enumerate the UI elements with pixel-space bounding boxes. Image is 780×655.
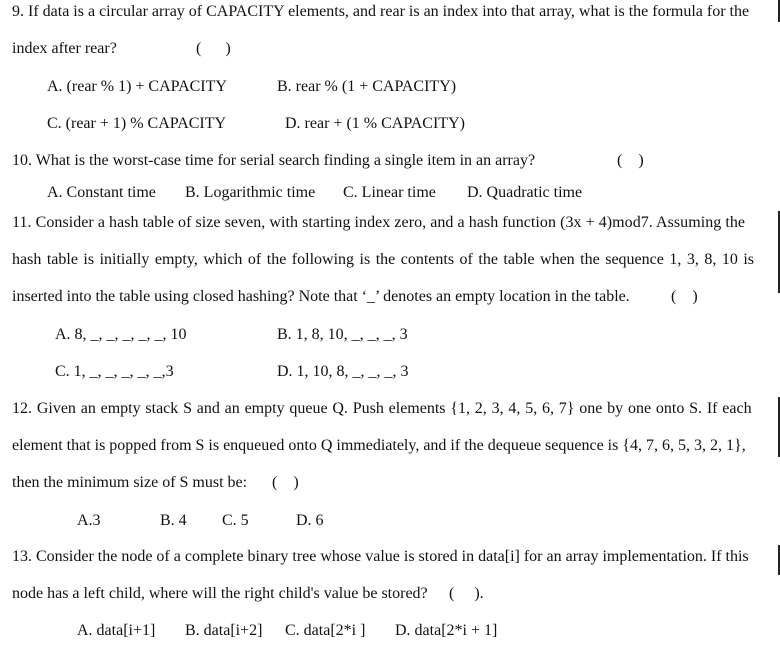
question-10-option-b[interactable]: B. Logarithmic time [185, 184, 316, 201]
question-10-text-1: What is the worst-case time for serial search finding a single item in an array? [35, 152, 536, 169]
question-9-number: 9. [12, 3, 24, 20]
question-11-line-3 [12, 287, 630, 307]
question-11-text-3: inserted into the table using closed hashing? Note that ‘_’ denotes an empty location in the table. [12, 288, 630, 305]
question-12-line-1 [12, 399, 752, 419]
question-13-option-c[interactable]: C. data[2*i ] [285, 622, 366, 639]
question-10-option-a[interactable]: A. Constant time [47, 184, 156, 201]
question-11-option-d[interactable]: D. 1, 10, 8, _, _, _, 3 [277, 363, 409, 380]
question-10-option-d[interactable]: D. Quadratic time [467, 184, 583, 201]
question-13-answer-blank[interactable]: ( ). [449, 585, 484, 602]
question-13-number: 13. [12, 548, 32, 565]
question-11-option-b[interactable]: B. 1, 8, 10, _, _, _, 3 [277, 326, 408, 343]
question-13-text-2: node has a left child, where will the right child's value be stored? [12, 585, 428, 602]
question-10-line-1 [12, 151, 535, 171]
question-13-option-b[interactable]: B. data[i+2] [185, 622, 263, 639]
question-12-answer-blank[interactable]: ( ) [272, 474, 299, 491]
question-12-option-a[interactable]: A.3 [77, 512, 101, 529]
question-10-answer-blank[interactable]: ( ) [617, 152, 644, 169]
question-11-line-2 [12, 250, 754, 270]
question-11-option-a[interactable]: A. 8, _, _, _, _, _, 10 [55, 326, 187, 343]
question-9-option-a[interactable]: A. (rear % 1) + CAPACITY [47, 78, 227, 95]
question-9-answer-blank[interactable]: ( ) [196, 40, 231, 57]
question-9-line-1 [12, 2, 749, 22]
question-9-text-1: If data is a circular array of CAPACITY elements, and rear is an index into that array, what is the formula for the [28, 3, 750, 20]
question-11-number: 11. [12, 214, 32, 231]
question-11-line-1 [12, 213, 745, 233]
question-13-line-2 [12, 584, 428, 604]
question-11-option-c[interactable]: C. 1, _, _, _, _, _,3 [55, 363, 174, 380]
question-12-text-1: Given an empty stack S and an empty queue Q. Push elements {1, 2, 3, 4, 5, 6, 7} one by one onto S. If each [36, 400, 752, 417]
question-13-option-a[interactable]: A. data[i+1] [77, 622, 156, 639]
question-13-line-1 [12, 547, 749, 567]
question-10-number: 10. [12, 152, 32, 169]
question-9-line-2 [12, 39, 117, 59]
question-9-option-c[interactable]: C. (rear + 1) % CAPACITY [47, 115, 227, 132]
question-11-text-1: Consider a hash table of size seven, with starting index zero, and a hash function (3x + 4)mod7. Assuming the [35, 214, 746, 231]
question-12-line-2 [12, 436, 746, 456]
question-11-answer-blank[interactable]: ( ) [671, 288, 698, 305]
question-9-option-b[interactable]: B. rear % (1 + CAPACITY) [277, 78, 457, 95]
question-13-option-d[interactable]: D. data[2*i + 1] [395, 622, 498, 639]
question-13-text-1: Consider the node of a complete binary tree whose value is stored in data[i] for an array implementation. If this [36, 548, 749, 565]
question-12-option-b[interactable]: B. 4 [160, 512, 187, 529]
question-12-number: 12. [12, 400, 32, 417]
question-9-text-2: index after rear? [12, 40, 117, 57]
question-12-option-c[interactable]: C. 5 [222, 512, 249, 529]
question-12-text-2: element that is popped from S is enqueued onto Q immediately, and if the dequeue sequence is {4, 7, 6, 5, 3, 2, 1}, [12, 437, 746, 454]
question-10-option-c[interactable]: C. Linear time [343, 184, 436, 201]
question-12-text-3: then the minimum size of S must be: [12, 474, 248, 491]
question-12-option-d[interactable]: D. 6 [296, 512, 324, 529]
question-12-line-3 [12, 473, 247, 493]
question-11-text-2: hash table is initially empty, which of the following is the contents of the table when the sequence 1, 3, 8, 10 is [12, 251, 755, 268]
question-9-option-d[interactable]: D. rear + (1 % CAPACITY) [285, 115, 465, 132]
